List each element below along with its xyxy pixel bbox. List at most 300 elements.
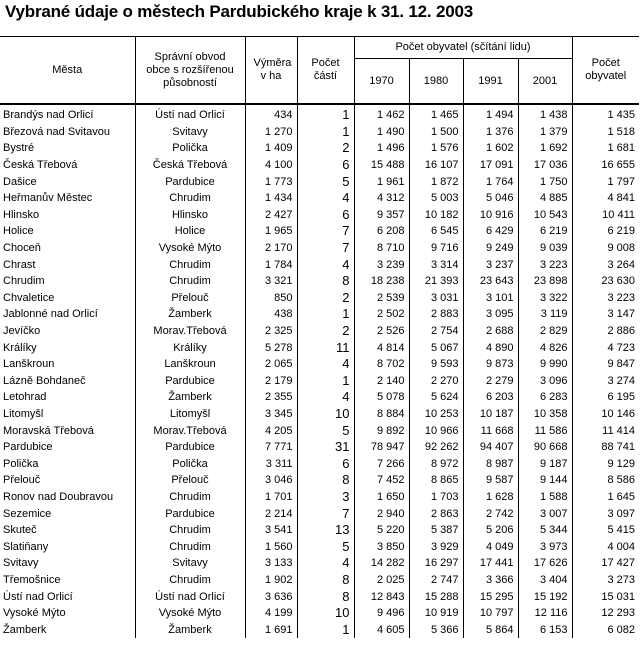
cell-area: 2 325	[245, 323, 297, 340]
cell-population: 3 147	[572, 306, 639, 323]
cell-pop-1980: 2 863	[409, 505, 463, 522]
cell-pop-1970: 12 843	[354, 588, 409, 605]
cell-area: 2 065	[245, 356, 297, 373]
cell-pop-1980: 9 593	[409, 356, 463, 373]
cell-parts: 6	[297, 455, 354, 472]
cell-pop-1980: 2 270	[409, 373, 463, 390]
cell-population: 3 274	[572, 373, 639, 390]
cell-population: 9 008	[572, 240, 639, 257]
cell-pop-2001: 3 096	[518, 373, 572, 390]
cell-district: Chrudim	[135, 572, 245, 589]
cell-population: 10 411	[572, 207, 639, 224]
cell-pop-1970: 8 710	[354, 240, 409, 257]
cell-district: Pardubice	[135, 173, 245, 190]
table-row	[0, 455, 639, 472]
cell-population: 6 195	[572, 389, 639, 406]
cell-pop-1991: 6 203	[463, 389, 518, 406]
cell-pop-2001: 90 668	[518, 439, 572, 456]
cell-district: Morav.Třebová	[135, 323, 245, 340]
cell-pop-1991: 3 366	[463, 572, 518, 589]
cell-pop-2001: 9 187	[518, 455, 572, 472]
cell-city: Moravská Třebová	[3, 424, 94, 437]
cell-area: 3 133	[245, 555, 297, 572]
cell-pop-1991: 1 602	[463, 140, 518, 157]
cell-pop-1991: 9 587	[463, 472, 518, 489]
cell-population: 9 847	[572, 356, 639, 373]
cell-district: Ústí nad Orlicí	[135, 588, 245, 605]
cell-area: 3 541	[245, 522, 297, 539]
cell-city: Lázně Bohdaneč	[3, 374, 86, 387]
table-row	[0, 489, 639, 506]
cell-pop-1991: 3 101	[463, 290, 518, 307]
cell-population: 1 681	[572, 140, 639, 157]
cell-district: Pardubice	[135, 439, 245, 456]
cell-district: Králíky	[135, 339, 245, 356]
cell-parts: 4	[297, 555, 354, 572]
cell-pop-1980: 2 883	[409, 306, 463, 323]
header-city: Města	[52, 63, 83, 76]
cell-city: Dašice	[3, 175, 37, 188]
cell-city: Třemošnice	[3, 573, 61, 586]
cell-parts: 5	[297, 538, 354, 555]
cell-parts: 4	[297, 190, 354, 207]
cell-city: Jablonné nad Orlicí	[3, 308, 98, 321]
cell-population: 88 741	[572, 439, 639, 456]
cell-area: 3 311	[245, 455, 297, 472]
table-row	[0, 306, 639, 323]
cell-pop-1970: 3 239	[354, 256, 409, 273]
cell-pop-1970: 5 220	[354, 522, 409, 539]
cell-population: 23 630	[572, 273, 639, 290]
cell-pop-2001: 17 626	[518, 555, 572, 572]
cell-pop-1970: 4 312	[354, 190, 409, 207]
cell-district: Vysoké Mýto	[135, 240, 245, 257]
table-row	[0, 472, 639, 489]
cell-area: 2 214	[245, 505, 297, 522]
cell-parts: 6	[297, 157, 354, 174]
cell-pop-1970: 14 282	[354, 555, 409, 572]
cell-pop-1980: 10 253	[409, 406, 463, 423]
cell-pop-2001: 1 438	[518, 104, 572, 124]
cell-pop-1980: 3 031	[409, 290, 463, 307]
table-row	[0, 605, 639, 622]
cell-pop-1991: 9 249	[463, 240, 518, 257]
cell-pop-1980: 16 107	[409, 157, 463, 174]
cell-city: Chrast	[3, 258, 36, 271]
cell-pop-2001: 3 007	[518, 505, 572, 522]
cell-parts: 8	[297, 588, 354, 605]
table-row	[0, 621, 639, 638]
cell-pop-1991: 2 742	[463, 505, 518, 522]
cell-parts: 10	[297, 406, 354, 423]
cell-area: 1 965	[245, 223, 297, 240]
cell-city: Choceň	[3, 242, 41, 255]
cell-pop-2001: 3 973	[518, 538, 572, 555]
cell-population: 1 797	[572, 173, 639, 190]
cell-district: Chrudim	[135, 273, 245, 290]
cell-area: 1 434	[245, 190, 297, 207]
cell-pop-1980: 6 545	[409, 223, 463, 240]
table-row	[0, 124, 639, 141]
cell-pop-1991: 2 688	[463, 323, 518, 340]
cell-pop-1980: 5 624	[409, 389, 463, 406]
cell-city: Pardubice	[3, 441, 53, 454]
cell-pop-1970: 2 025	[354, 572, 409, 589]
cell-pop-1970: 9 496	[354, 605, 409, 622]
cell-area: 4 100	[245, 157, 297, 174]
cell-district: Lanškroun	[135, 356, 245, 373]
cell-city: Letohrad	[3, 391, 47, 404]
cell-pop-1991: 94 407	[463, 439, 518, 456]
cell-city: Králíky	[3, 341, 37, 354]
cell-pop-2001: 1 588	[518, 489, 572, 506]
table-row	[0, 588, 639, 605]
cell-population: 4 841	[572, 190, 639, 207]
cell-district: Vysoké Mýto	[135, 605, 245, 622]
cell-area: 3 345	[245, 406, 297, 423]
cell-city: Chvaletice	[3, 291, 55, 304]
cell-pop-1980: 10 919	[409, 605, 463, 622]
cell-parts: 2	[297, 140, 354, 157]
cell-pop-2001: 17 036	[518, 157, 572, 174]
cell-pop-1980: 2 754	[409, 323, 463, 340]
cell-pop-1970: 8 702	[354, 356, 409, 373]
cell-parts: 4	[297, 356, 354, 373]
cell-pop-2001: 3 322	[518, 290, 572, 307]
cell-population: 2 886	[572, 323, 639, 340]
cell-pop-1970: 2 526	[354, 323, 409, 340]
table-row	[0, 538, 639, 555]
cell-parts: 2	[297, 290, 354, 307]
cell-population: 11 414	[572, 422, 639, 439]
cell-pop-1970: 2 940	[354, 505, 409, 522]
cell-parts: 6	[297, 207, 354, 224]
table-header	[0, 37, 639, 105]
cell-pop-2001: 4 826	[518, 339, 572, 356]
cell-pop-1991: 5 864	[463, 621, 518, 638]
cell-population: 12 293	[572, 605, 639, 622]
cell-pop-1980: 1 872	[409, 173, 463, 190]
table-row	[0, 339, 639, 356]
cell-district: Svitavy	[135, 124, 245, 141]
table-body	[0, 104, 639, 638]
cell-district: Polička	[135, 140, 245, 157]
cell-pop-2001: 6 283	[518, 389, 572, 406]
cell-pop-1970: 7 266	[354, 455, 409, 472]
cell-pop-2001: 11 586	[518, 422, 572, 439]
cell-district: Česká Třebová	[135, 157, 245, 174]
cell-pop-1980: 21 393	[409, 273, 463, 290]
cell-population: 17 427	[572, 555, 639, 572]
cell-pop-2001: 1 750	[518, 173, 572, 190]
cell-pop-2001: 3 404	[518, 572, 572, 589]
header-district: Správní obvod obce s rozšířenou působností	[135, 37, 245, 105]
cell-parts: 3	[297, 489, 354, 506]
page-title: Vybrané údaje o městech Pardubického kraje k 31. 12. 2003	[5, 2, 473, 21]
cell-population: 16 655	[572, 157, 639, 174]
cell-pop-1991: 5 046	[463, 190, 518, 207]
cell-area: 4 205	[245, 422, 297, 439]
cell-city: Svitavy	[3, 557, 39, 570]
cell-district: Pardubice	[135, 505, 245, 522]
cell-pop-2001: 6 219	[518, 223, 572, 240]
cell-pop-1980: 9 716	[409, 240, 463, 257]
cell-pop-1980: 5 387	[409, 522, 463, 539]
cell-parts: 13	[297, 522, 354, 539]
cell-pop-2001: 1 379	[518, 124, 572, 141]
cell-area: 7 771	[245, 439, 297, 456]
cell-area: 438	[245, 306, 297, 323]
cell-pop-1991: 1 764	[463, 173, 518, 190]
cell-pop-1980: 8 972	[409, 455, 463, 472]
cell-population: 6 082	[572, 621, 639, 638]
cell-area: 1 784	[245, 256, 297, 273]
cell-city: Holice	[3, 225, 34, 238]
cell-pop-1980: 5 003	[409, 190, 463, 207]
cell-parts: 1	[297, 621, 354, 638]
cell-city: Ronov nad Doubravou	[3, 490, 114, 503]
cell-district: Přelouč	[135, 472, 245, 489]
cell-pop-1970: 1 462	[354, 104, 409, 124]
cell-area: 2 179	[245, 373, 297, 390]
cell-district: Polička	[135, 455, 245, 472]
cell-pop-2001: 3 223	[518, 256, 572, 273]
cell-population: 4 723	[572, 339, 639, 356]
cell-pop-1980: 3 314	[409, 256, 463, 273]
table-row	[0, 406, 639, 423]
header-parts: Počet částí	[297, 37, 354, 105]
cell-pop-1980: 16 297	[409, 555, 463, 572]
cell-pop-1980: 92 262	[409, 439, 463, 456]
cell-area: 1 270	[245, 124, 297, 141]
cell-area: 3 046	[245, 472, 297, 489]
cell-population: 6 219	[572, 223, 639, 240]
cell-pop-1980: 3 929	[409, 538, 463, 555]
cell-pop-1970: 1 650	[354, 489, 409, 506]
cell-pop-1991: 3 237	[463, 256, 518, 273]
cell-pop-1991: 4 890	[463, 339, 518, 356]
cell-pop-1970: 9 357	[354, 207, 409, 224]
table-row	[0, 273, 639, 290]
cell-city: Polička	[3, 457, 39, 470]
cell-district: Morav.Třebová	[135, 422, 245, 439]
cell-pop-1970: 6 208	[354, 223, 409, 240]
cell-city: Slatiňany	[3, 540, 49, 553]
table-row	[0, 422, 639, 439]
cell-population: 9 129	[572, 455, 639, 472]
cell-pop-1991: 8 987	[463, 455, 518, 472]
cell-city: Vysoké Mýto	[3, 607, 66, 620]
cell-area: 1 773	[245, 173, 297, 190]
cell-district: Chrudim	[135, 256, 245, 273]
cell-population: 8 586	[572, 472, 639, 489]
cell-pop-2001: 4 885	[518, 190, 572, 207]
cell-pop-1980: 10 182	[409, 207, 463, 224]
cell-parts: 7	[297, 505, 354, 522]
cell-city: Hlinsko	[3, 208, 40, 221]
cell-parts: 8	[297, 572, 354, 589]
cell-pop-1980: 5 067	[409, 339, 463, 356]
cell-population: 3 264	[572, 256, 639, 273]
cell-pop-1970: 78 947	[354, 439, 409, 456]
cell-parts: 7	[297, 240, 354, 257]
cell-pop-1991: 11 668	[463, 422, 518, 439]
cell-area: 1 902	[245, 572, 297, 589]
cell-pop-1970: 4 814	[354, 339, 409, 356]
cell-pop-2001: 9 144	[518, 472, 572, 489]
cell-pop-1991: 17 091	[463, 157, 518, 174]
cell-pop-2001: 10 358	[518, 406, 572, 423]
cell-city: Přelouč	[3, 474, 41, 487]
cell-pop-1970: 1 490	[354, 124, 409, 141]
cell-city: Skuteč	[3, 524, 37, 537]
cell-area: 1 409	[245, 140, 297, 157]
cell-pop-2001: 6 153	[518, 621, 572, 638]
city-data-table	[0, 36, 639, 638]
cell-area: 434	[245, 104, 297, 124]
table-row	[0, 290, 639, 307]
cell-pop-1970: 15 488	[354, 157, 409, 174]
table-row	[0, 140, 639, 157]
table-row	[0, 522, 639, 539]
cell-area: 3 636	[245, 588, 297, 605]
header-year-1991: 1991	[463, 59, 518, 105]
cell-parts: 31	[297, 439, 354, 456]
table-row	[0, 439, 639, 456]
cell-pop-1970: 2 502	[354, 306, 409, 323]
cell-pop-1991: 1 376	[463, 124, 518, 141]
cell-pop-1970: 9 892	[354, 422, 409, 439]
cell-pop-1991: 4 049	[463, 538, 518, 555]
cell-pop-1980: 5 366	[409, 621, 463, 638]
cell-pop-2001: 5 344	[518, 522, 572, 539]
cell-pop-2001: 3 119	[518, 306, 572, 323]
table-row	[0, 572, 639, 589]
table-row	[0, 323, 639, 340]
cell-pop-1980: 10 966	[409, 422, 463, 439]
cell-pop-1970: 3 850	[354, 538, 409, 555]
cell-pop-1970: 7 452	[354, 472, 409, 489]
cell-population: 5 415	[572, 522, 639, 539]
cell-pop-1991: 2 279	[463, 373, 518, 390]
cell-pop-1970: 8 884	[354, 406, 409, 423]
cell-population: 1 645	[572, 489, 639, 506]
cell-district: Žamberk	[135, 306, 245, 323]
cell-parts: 11	[297, 339, 354, 356]
cell-district: Žamberk	[135, 389, 245, 406]
table-row	[0, 190, 639, 207]
table-row	[0, 555, 639, 572]
table-row	[0, 373, 639, 390]
cell-population: 1 435	[572, 104, 639, 124]
cell-pop-1991: 10 916	[463, 207, 518, 224]
cell-city: Lanškroun	[3, 358, 55, 371]
table-row	[0, 173, 639, 190]
cell-city: Jevíčko	[3, 325, 41, 338]
cell-parts: 1	[297, 306, 354, 323]
cell-district: Ústí nad Orlicí	[135, 104, 245, 124]
cell-pop-2001: 1 692	[518, 140, 572, 157]
cell-population: 1 518	[572, 124, 639, 141]
table-row	[0, 505, 639, 522]
cell-district: Hlinsko	[135, 207, 245, 224]
cell-pop-1970: 4 605	[354, 621, 409, 638]
cell-district: Chrudim	[135, 538, 245, 555]
cell-pop-1991: 1 628	[463, 489, 518, 506]
cell-pop-1991: 3 095	[463, 306, 518, 323]
cell-district: Holice	[135, 223, 245, 240]
cell-parts: 5	[297, 422, 354, 439]
cell-population: 15 031	[572, 588, 639, 605]
table-row	[0, 240, 639, 257]
cell-pop-1991: 17 441	[463, 555, 518, 572]
cell-city: Sezemice	[3, 507, 52, 520]
cell-pop-1991: 1 494	[463, 104, 518, 124]
cell-area: 850	[245, 290, 297, 307]
cell-pop-2001: 2 829	[518, 323, 572, 340]
cell-city: Bystré	[3, 142, 35, 155]
cell-population: 10 146	[572, 406, 639, 423]
cell-pop-1980: 8 865	[409, 472, 463, 489]
cell-pop-1970: 1 961	[354, 173, 409, 190]
cell-district: Žamberk	[135, 621, 245, 638]
cell-parts: 8	[297, 472, 354, 489]
cell-pop-1970: 1 496	[354, 140, 409, 157]
cell-parts: 10	[297, 605, 354, 622]
cell-population: 3 223	[572, 290, 639, 307]
header-year-1970: 1970	[354, 59, 409, 105]
cell-pop-2001: 23 898	[518, 273, 572, 290]
cell-area: 2 170	[245, 240, 297, 257]
table-row	[0, 223, 639, 240]
cell-district: Chrudim	[135, 190, 245, 207]
cell-area: 1 701	[245, 489, 297, 506]
header-census-group: Počet obyvatel (sčítání lidu)	[354, 37, 572, 59]
table-row	[0, 157, 639, 174]
cell-pop-1980: 1 703	[409, 489, 463, 506]
cell-parts: 1	[297, 124, 354, 141]
cell-district: Chrudim	[135, 522, 245, 539]
table-row	[0, 356, 639, 373]
cell-district: Pardubice	[135, 373, 245, 390]
cell-population: 3 097	[572, 505, 639, 522]
cell-pop-1980: 1 465	[409, 104, 463, 124]
cell-area: 1 560	[245, 538, 297, 555]
cell-pop-2001: 9 039	[518, 240, 572, 257]
cell-city: Heřmanův Městec	[3, 192, 93, 205]
table-row	[0, 104, 639, 124]
cell-city: Březová nad Svitavou	[3, 125, 111, 138]
cell-pop-1970: 18 238	[354, 273, 409, 290]
header-area: Výměra v ha	[245, 37, 297, 105]
cell-pop-1970: 2 140	[354, 373, 409, 390]
cell-district: Svitavy	[135, 555, 245, 572]
cell-pop-1991: 9 873	[463, 356, 518, 373]
cell-parts: 8	[297, 273, 354, 290]
cell-area: 3 321	[245, 273, 297, 290]
cell-parts: 5	[297, 173, 354, 190]
cell-pop-1980: 1 500	[409, 124, 463, 141]
cell-city: Litomyšl	[3, 407, 44, 420]
cell-parts: 1	[297, 373, 354, 390]
table-row	[0, 256, 639, 273]
cell-pop-2001: 12 116	[518, 605, 572, 622]
cell-pop-1980: 15 288	[409, 588, 463, 605]
cell-area: 2 355	[245, 389, 297, 406]
cell-population: 4 004	[572, 538, 639, 555]
header-population: Počet obyvatel	[572, 37, 639, 105]
cell-area: 4 199	[245, 605, 297, 622]
